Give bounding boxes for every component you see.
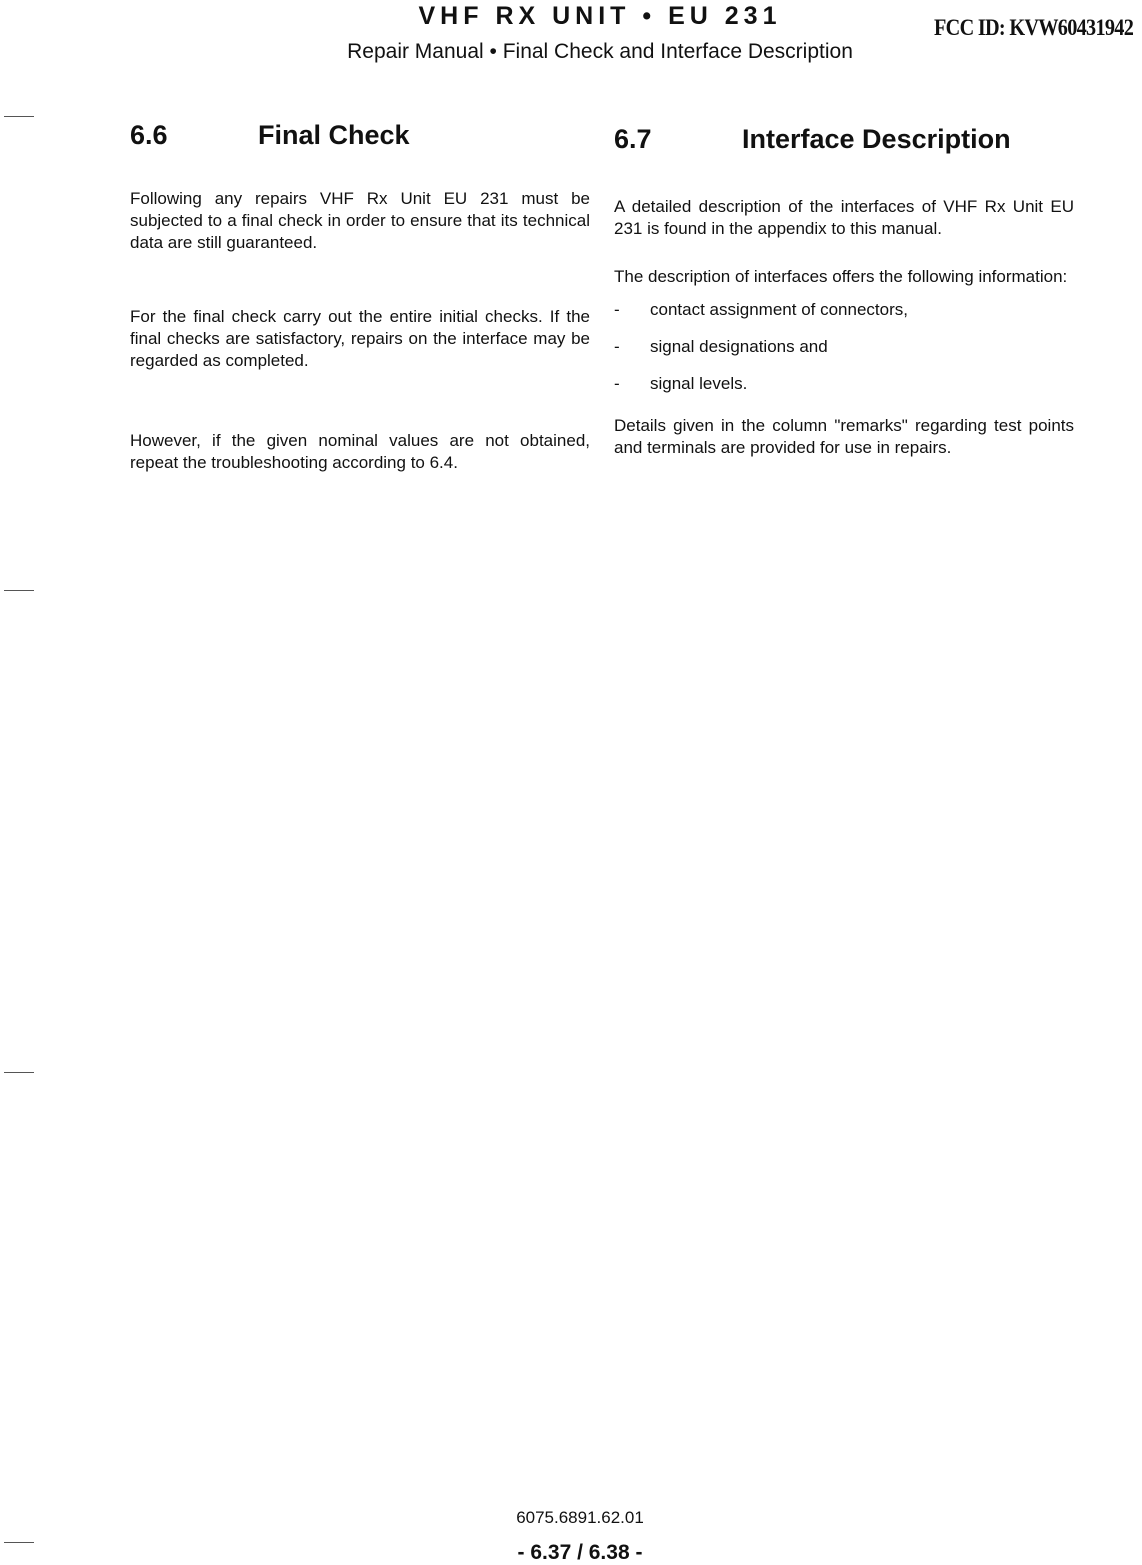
bullet-list — [614, 300, 1074, 411]
list-item-text: signal designations and — [650, 337, 828, 356]
paragraph: For the final check carry out the entire initial checks. If the final checks are satisfactory, repairs on the interface may be regarded as completed. — [130, 307, 590, 370]
section-interface-description — [614, 124, 1074, 459]
document-subtitle: Repair Manual • Final Check and Interface Description — [347, 40, 853, 63]
section-heading — [614, 124, 1074, 164]
document-title: VHF RX UNIT • EU 231 — [418, 2, 782, 30]
section-heading — [130, 120, 590, 160]
paragraph: A detailed description of the interfaces of VHF Rx Unit EU 231 is found in the appendix to this manual. — [614, 197, 1074, 238]
list-item-text: contact assignment of connectors, — [650, 300, 908, 319]
fcc-id: FCC ID: KVW60431942 — [934, 15, 1134, 40]
paragraph: However, if the given nominal values are not obtained, repeat the troubleshooting according to 6.4. — [130, 431, 590, 472]
bullet-marker: - — [614, 337, 620, 356]
section-number: 6.6 — [130, 120, 168, 150]
document-number: 6075.6891.62.01 — [516, 1508, 644, 1527]
list-item — [614, 300, 1074, 337]
section-final-check — [130, 120, 590, 474]
bullet-marker: - — [614, 374, 620, 393]
list-item — [614, 337, 1074, 374]
page-number: - 6.37 / 6.38 - — [517, 1541, 643, 1564]
section-number: 6.7 — [614, 124, 652, 154]
scan-mark — [4, 116, 34, 117]
scan-mark — [4, 1542, 34, 1543]
paragraph: Details given in the column "remarks" regarding test points and terminals are provided for use in repairs. — [614, 416, 1074, 457]
bullet-marker: - — [614, 300, 620, 319]
list-item-text: signal levels. — [650, 374, 748, 393]
scan-mark — [4, 1072, 34, 1073]
list-item — [614, 374, 1074, 411]
paragraph: Following any repairs VHF Rx Unit EU 231 must be subjected to a final check in order to ensure that its technical data are still guaranteed. — [130, 189, 590, 252]
section-title: Final Check — [258, 120, 410, 150]
paragraph: The description of interfaces offers the following information: — [614, 267, 1068, 286]
scan-mark — [4, 590, 34, 591]
section-title: Interface Description — [742, 124, 1011, 154]
